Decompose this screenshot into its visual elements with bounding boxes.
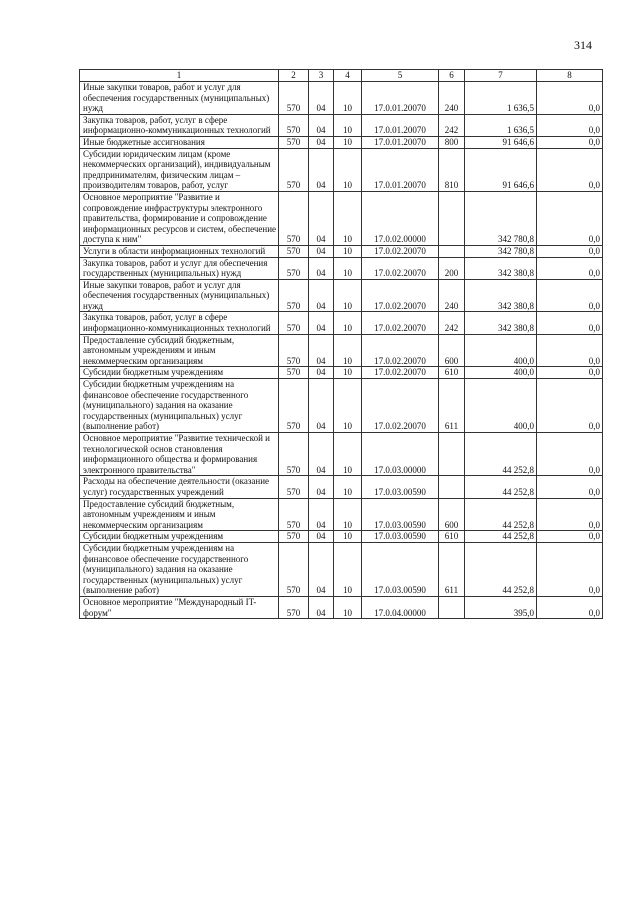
row-col-3: 04 <box>309 476 334 498</box>
table-row <box>80 334 603 367</box>
row-col-2: 570 <box>279 312 309 334</box>
row-col-8: 0,0 <box>537 191 603 245</box>
row-col-8: 0,0 <box>537 531 603 543</box>
header-col-8: 8 <box>537 70 603 82</box>
row-col-8: 0,0 <box>537 148 603 191</box>
row-col-7: 44 252,8 <box>465 542 537 596</box>
row-col-4: 10 <box>334 476 362 498</box>
row-col-5: 17.0.02.20070 <box>362 334 439 367</box>
table-row <box>80 367 603 379</box>
header-col-7: 7 <box>465 70 537 82</box>
row-col-2: 570 <box>279 245 309 257</box>
row-col-8: 0,0 <box>537 279 603 312</box>
row-col-7: 400,0 <box>465 334 537 367</box>
row-col-5: 17.0.02.00000 <box>362 191 439 245</box>
row-col-5: 17.0.02.20070 <box>362 367 439 379</box>
row-col-4: 10 <box>334 379 362 433</box>
row-col-6: 600 <box>439 334 465 367</box>
row-col-5: 17.0.01.20070 <box>362 148 439 191</box>
header-col-4: 4 <box>334 70 362 82</box>
row-col-4: 10 <box>334 136 362 148</box>
row-col-7: 91 646,6 <box>465 136 537 148</box>
row-name: Иные бюджетные ассигнования <box>80 136 279 148</box>
row-col-3: 04 <box>309 334 334 367</box>
row-col-5: 17.0.02.20070 <box>362 257 439 279</box>
row-name: Основное мероприятие "Развитие технической и технологической основ становления информационного общества и формирования электронного правительства" <box>80 433 279 476</box>
row-col-7: 342 380,8 <box>465 257 537 279</box>
table-row <box>80 542 603 596</box>
row-col-4: 10 <box>334 498 362 531</box>
row-col-5: 17.0.02.20070 <box>362 279 439 312</box>
row-col-8: 0,0 <box>537 114 603 136</box>
row-col-2: 570 <box>279 498 309 531</box>
row-name: Субсидии бюджетным учреждениям <box>80 367 279 379</box>
row-col-3: 04 <box>309 367 334 379</box>
row-col-3: 04 <box>309 379 334 433</box>
row-col-5: 17.0.01.20070 <box>362 82 439 115</box>
row-col-6: 242 <box>439 114 465 136</box>
row-name: Субсидии бюджетным учреждениям <box>80 531 279 543</box>
row-name: Основное мероприятие "Развитие и сопровождение инфраструктуры электронного правительства, формирование и сопровождение информационных ресурсов и систем, обеспечение доступа к ним" <box>80 191 279 245</box>
row-col-8: 0,0 <box>537 498 603 531</box>
row-col-8: 0,0 <box>537 245 603 257</box>
row-col-4: 10 <box>334 596 362 618</box>
row-col-7: 342 380,8 <box>465 312 537 334</box>
row-name: Закупка товаров, работ, услуг в сфере информационно-коммуникационных технологий <box>80 312 279 334</box>
row-col-4: 10 <box>334 191 362 245</box>
row-col-8: 0,0 <box>537 334 603 367</box>
row-col-8: 0,0 <box>537 476 603 498</box>
row-col-7: 400,0 <box>465 379 537 433</box>
row-col-8: 0,0 <box>537 136 603 148</box>
row-col-3: 04 <box>309 245 334 257</box>
table-row <box>80 279 603 312</box>
row-col-3: 04 <box>309 82 334 115</box>
row-col-7: 1 636,5 <box>465 114 537 136</box>
table-row <box>80 433 603 476</box>
row-col-7: 44 252,8 <box>465 476 537 498</box>
table-row <box>80 531 603 543</box>
row-col-5: 17.0.01.20070 <box>362 114 439 136</box>
row-col-7: 342 380,8 <box>465 279 537 312</box>
row-col-7: 342 780,8 <box>465 245 537 257</box>
row-col-8: 0,0 <box>537 596 603 618</box>
row-col-7: 44 252,8 <box>465 531 537 543</box>
row-col-2: 570 <box>279 148 309 191</box>
row-col-6: 610 <box>439 531 465 543</box>
row-col-8: 0,0 <box>537 433 603 476</box>
header-col-3: 3 <box>309 70 334 82</box>
row-col-4: 10 <box>334 114 362 136</box>
row-col-3: 04 <box>309 191 334 245</box>
row-col-7: 400,0 <box>465 367 537 379</box>
row-col-5: 17.0.01.20070 <box>362 136 439 148</box>
table-row <box>80 257 603 279</box>
row-name: Иные закупки товаров, работ и услуг для обеспечения государственных (муниципальных) нужд <box>80 279 279 312</box>
row-col-7: 395,0 <box>465 596 537 618</box>
row-col-3: 04 <box>309 257 334 279</box>
row-col-5: 17.0.03.00000 <box>362 433 439 476</box>
budget-table <box>79 69 603 619</box>
row-col-4: 10 <box>334 245 362 257</box>
row-col-5: 17.0.02.20070 <box>362 312 439 334</box>
row-col-5: 17.0.03.00590 <box>362 531 439 543</box>
table-row <box>80 379 603 433</box>
row-col-8: 0,0 <box>537 312 603 334</box>
row-col-2: 570 <box>279 334 309 367</box>
row-col-2: 570 <box>279 367 309 379</box>
row-col-3: 04 <box>309 531 334 543</box>
row-col-6: 200 <box>439 257 465 279</box>
row-col-8: 0,0 <box>537 367 603 379</box>
row-col-2: 570 <box>279 82 309 115</box>
table-row <box>80 191 603 245</box>
row-col-3: 04 <box>309 312 334 334</box>
row-col-6: 240 <box>439 279 465 312</box>
table-row <box>80 245 603 257</box>
row-col-3: 04 <box>309 542 334 596</box>
row-col-2: 570 <box>279 596 309 618</box>
table-row <box>80 136 603 148</box>
row-name: Основное мероприятие "Международный IT-форум" <box>80 596 279 618</box>
row-col-5: 17.0.04.00000 <box>362 596 439 618</box>
row-name: Иные закупки товаров, работ и услуг для обеспечения государственных (муниципальных) нужд <box>80 82 279 115</box>
row-col-5: 17.0.02.20070 <box>362 245 439 257</box>
row-col-7: 91 646,6 <box>465 148 537 191</box>
row-col-8: 0,0 <box>537 542 603 596</box>
row-name: Расходы на обеспечение деятельности (оказание услуг) государственных учреждений <box>80 476 279 498</box>
row-col-6: 240 <box>439 82 465 115</box>
row-col-6 <box>439 433 465 476</box>
row-col-3: 04 <box>309 433 334 476</box>
row-col-4: 10 <box>334 279 362 312</box>
row-col-4: 10 <box>334 148 362 191</box>
row-col-5: 17.0.03.00590 <box>362 476 439 498</box>
header-col-6: 6 <box>439 70 465 82</box>
row-col-8: 0,0 <box>537 257 603 279</box>
row-name: Субсидии бюджетным учреждениям на финансовое обеспечение государственного (муниципального) задания на оказание государственных (муниципальных) услуг (выполнение работ) <box>80 542 279 596</box>
row-col-6: 610 <box>439 367 465 379</box>
row-col-3: 04 <box>309 136 334 148</box>
header-col-2: 2 <box>279 70 309 82</box>
table-row <box>80 312 603 334</box>
row-col-4: 10 <box>334 433 362 476</box>
row-col-2: 570 <box>279 542 309 596</box>
row-col-2: 570 <box>279 257 309 279</box>
table-row <box>80 82 603 115</box>
row-col-5: 17.0.02.20070 <box>362 379 439 433</box>
header-row <box>80 70 603 82</box>
row-col-6: 611 <box>439 379 465 433</box>
row-col-8: 0,0 <box>537 82 603 115</box>
table-row <box>80 476 603 498</box>
row-col-2: 570 <box>279 433 309 476</box>
row-name: Субсидии юридическим лицам (кроме некоммерческих организаций), индивидуальным предпринимателям, физическим лицам – производителям товаров, работ, услуг <box>80 148 279 191</box>
row-col-3: 04 <box>309 279 334 312</box>
row-col-4: 10 <box>334 531 362 543</box>
row-col-6 <box>439 245 465 257</box>
table-row <box>80 596 603 618</box>
row-name: Закупка товаров, работ и услуг для обеспечения государственных (муниципальных) нужд <box>80 257 279 279</box>
row-col-3: 04 <box>309 148 334 191</box>
table-row <box>80 148 603 191</box>
header-col-5: 5 <box>362 70 439 82</box>
row-col-6 <box>439 596 465 618</box>
row-col-2: 570 <box>279 279 309 312</box>
row-col-6 <box>439 191 465 245</box>
row-name: Субсидии бюджетным учреждениям на финансовое обеспечение государственного (муниципального) задания на оказание государственных (муниципальных) услуг (выполнение работ) <box>80 379 279 433</box>
row-col-2: 570 <box>279 114 309 136</box>
row-col-5: 17.0.03.00590 <box>362 498 439 531</box>
row-col-4: 10 <box>334 367 362 379</box>
row-name: Предоставление субсидий бюджетным, автономным учреждениям и иным некоммерческим организациям <box>80 334 279 367</box>
table-row <box>80 114 603 136</box>
row-col-6: 242 <box>439 312 465 334</box>
row-col-6 <box>439 476 465 498</box>
row-col-4: 10 <box>334 312 362 334</box>
table-row <box>80 498 603 531</box>
row-col-2: 570 <box>279 476 309 498</box>
row-col-4: 10 <box>334 82 362 115</box>
row-name: Услуги в области информационных технологий <box>80 245 279 257</box>
row-col-6: 800 <box>439 136 465 148</box>
row-col-4: 10 <box>334 542 362 596</box>
row-col-2: 570 <box>279 136 309 148</box>
row-col-6: 600 <box>439 498 465 531</box>
row-col-4: 10 <box>334 257 362 279</box>
row-col-6: 810 <box>439 148 465 191</box>
row-col-7: 1 636,5 <box>465 82 537 115</box>
row-col-8: 0,0 <box>537 379 603 433</box>
row-col-6: 611 <box>439 542 465 596</box>
row-col-4: 10 <box>334 334 362 367</box>
row-col-5: 17.0.03.00590 <box>362 542 439 596</box>
row-col-2: 570 <box>279 531 309 543</box>
row-col-7: 342 780,8 <box>465 191 537 245</box>
row-col-3: 04 <box>309 114 334 136</box>
header-col-1: 1 <box>80 70 279 82</box>
row-col-2: 570 <box>279 379 309 433</box>
row-col-3: 04 <box>309 596 334 618</box>
row-col-2: 570 <box>279 191 309 245</box>
row-col-3: 04 <box>309 498 334 531</box>
row-name: Закупка товаров, работ, услуг в сфере информационно-коммуникационных технологий <box>80 114 279 136</box>
page-number: 314 <box>574 38 592 52</box>
row-name: Предоставление субсидий бюджетным, автономным учреждениям и иным некоммерческим организациям <box>80 498 279 531</box>
row-col-7: 44 252,8 <box>465 498 537 531</box>
row-col-7: 44 252,8 <box>465 433 537 476</box>
